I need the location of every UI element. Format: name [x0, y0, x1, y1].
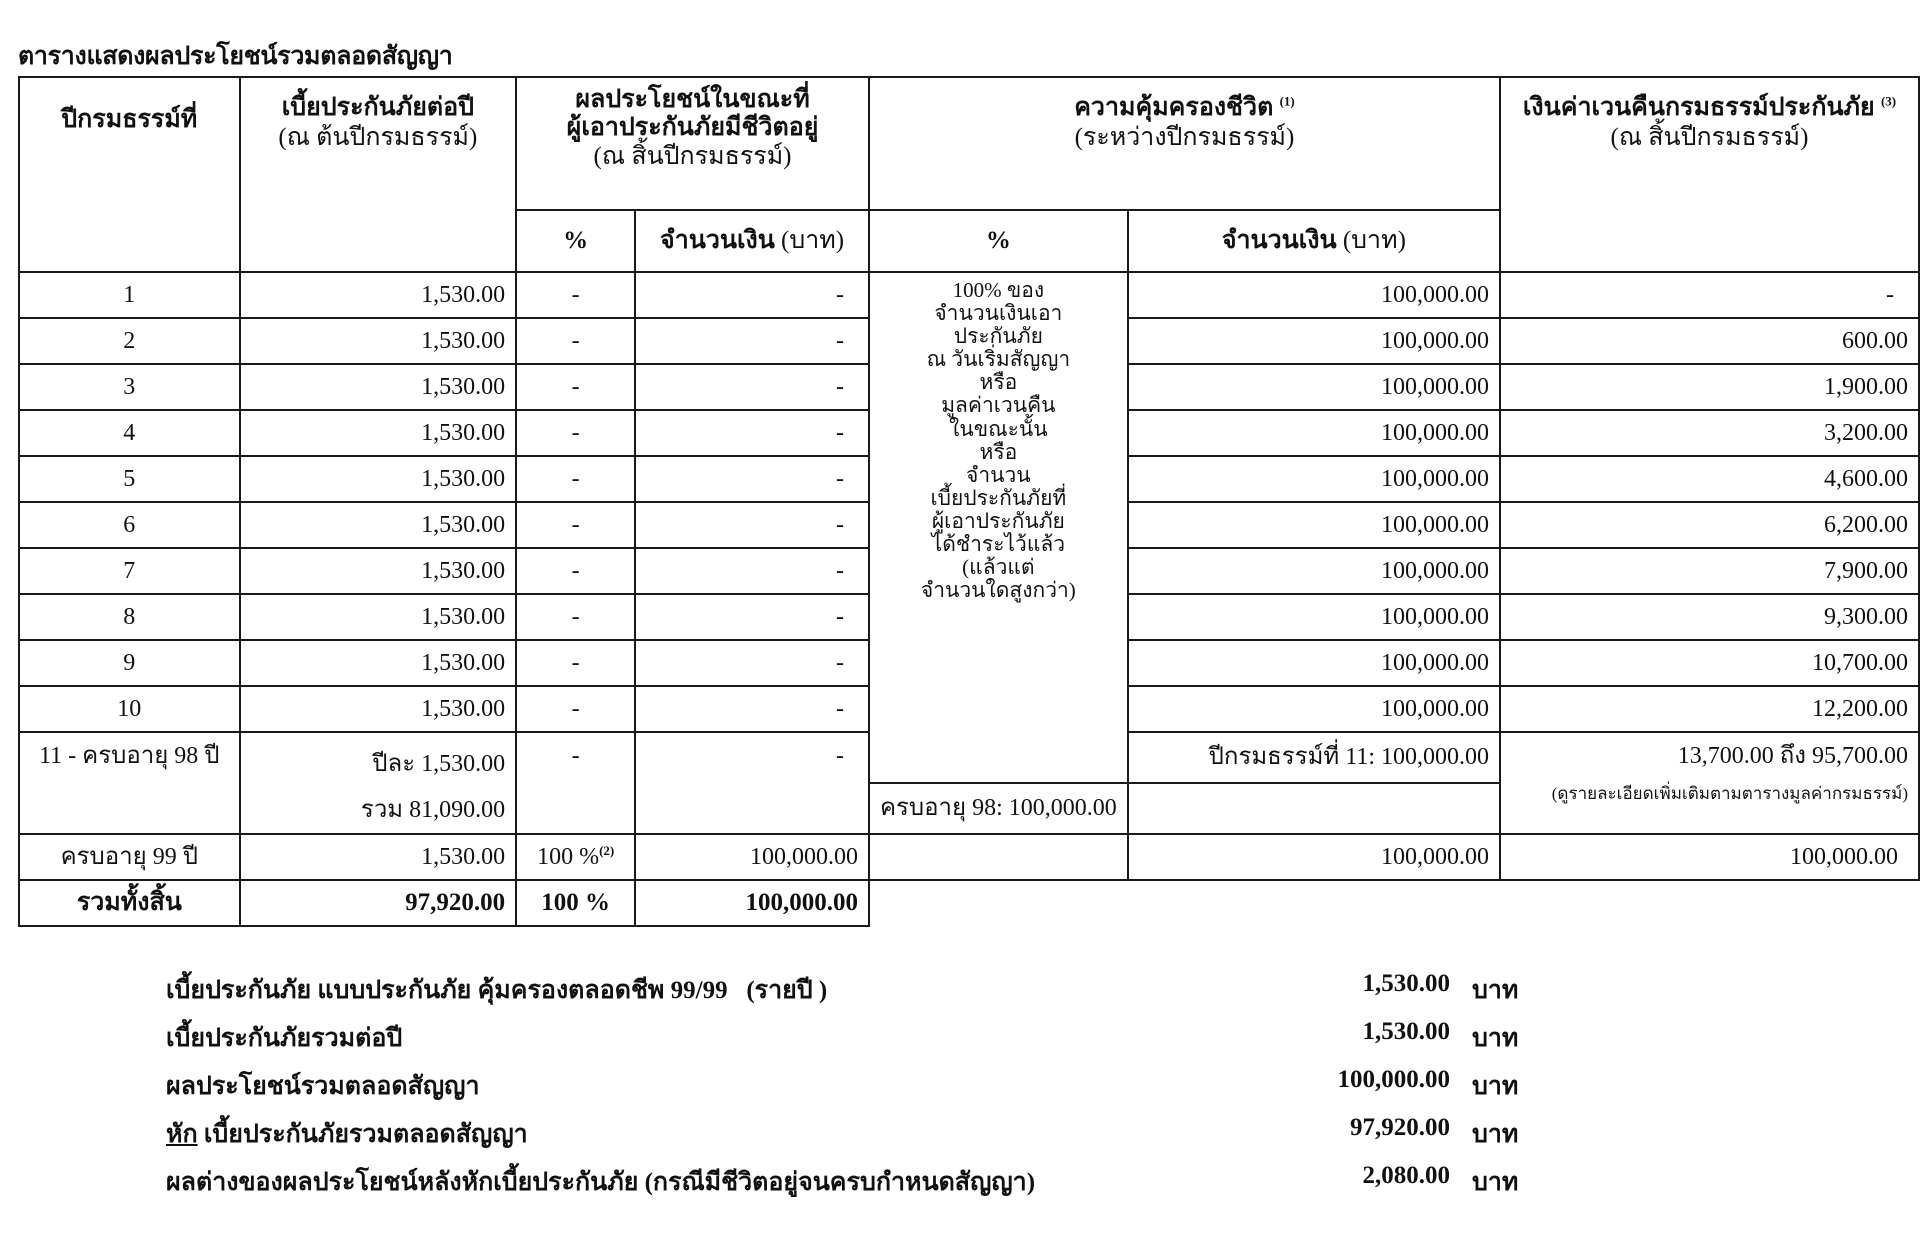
header-cash-value: เงินค่าเวนคืนกรมธรรม์ประกันภัย $^{(3)}$ (ณ สิ้นปีกรมธรรม์)	[1500, 77, 1919, 272]
table-row: 5 1,530.00 - - 100,000.00 4,600.00	[19, 456, 1919, 502]
subheader-living-pct: %	[516, 210, 635, 272]
table-row: 9 1,530.00 - - 100,000.00 10,700.00	[19, 640, 1919, 686]
footnote-marker: (3)	[1880, 93, 1897, 109]
maturity-living-pct: 100 %$^{(2)}$	[516, 834, 635, 880]
range-premium: ปีละ 1,530.00 รวม 81,090.00	[240, 732, 517, 834]
document-title: ตารางแสดงผลประโยชน์รวมตลอดสัญญา	[18, 43, 453, 70]
table-row: 1 1,530.00 - - 100% ของ จำนวนเงินเอา ประกันภัย ณ วันเริ่มสัญญา หรือ มูลค่าเวนคืน ในขณะนั้น หรือ จำนวน เบี้ยประกันภัยที่ ผู้เอาประกันภัย ได้ชำระไว้แล้ว (แล้วแต่ จำนวนใดสูงกว่า) 100,000.00 -	[19, 272, 1919, 318]
table-row: 6 1,530.00 - - 100,000.00 6,200.00	[19, 502, 1919, 548]
summary-row: ผลประโยชน์รวมตลอดสัญญา 100,000.00 บาท	[166, 1066, 1519, 1100]
subheader-living-amount: จำนวนเงิน (บาท)	[635, 210, 869, 272]
table-row-total: รวมทั้งสิ้น 97,920.00 100 % 100,000.00	[19, 880, 1919, 926]
summary-row: หัก เบี้ยประกันภัยรวมตลอดสัญญา 97,920.00 บาท	[166, 1114, 1519, 1148]
table-row: 2 1,530.00 - - 100,000.00 600.00	[19, 318, 1919, 364]
footnote-marker: (1)	[1279, 93, 1295, 109]
header-living-benefit: ผลประโยชน์ในขณะที่ ผู้เอาประกันภัยมีชีวิตอยู่ (ณ สิ้นปีกรมธรรม์)	[516, 77, 869, 210]
header-premium: เบี้ยประกันภัยต่อปี (ณ ต้นปีกรมธรรม์)	[240, 77, 517, 272]
table-row-range: 11 - ครบอายุ 98 ปี ปีละ 1,530.00 รวม 81,090.00 - - ปีกรมธรรม์ที่ 11: 100,000.00 13,700.00 ถึง 95,700.00 (ดูรายละเอียดเพิ่มเติมตามตารางมูลค่ากรมธรรม์)	[19, 732, 1919, 783]
header-policy-year: ปีกรมธรรม์ที่	[19, 77, 240, 272]
summary-row: ผลต่างของผลประโยชน์หลังหักเบี้ยประกันภัย (กรณีมีชีวิตอยู่จนครบกำหนดสัญญา) 2,080.00 บาท	[166, 1162, 1519, 1196]
header-life-coverage: ความคุ้มครองชีวิต $^{(1)}$ (ระหว่างปีกรมธรรม์)	[869, 77, 1500, 210]
subheader-coverage-amount: จำนวนเงิน (บาท)	[1128, 210, 1500, 272]
subheader-coverage-pct: %	[869, 210, 1128, 272]
summary-row: เบี้ยประกันภัย แบบประกันภัย คุ้มครองตลอดชีพ 99/99 (รายปี ) 1,530.00 บาท	[166, 970, 1519, 1004]
table-row-maturity: ครบอายุ 99 ปี 1,530.00 100 %$^{(2)}$ 100,000.00 100,000.00 100,000.00	[19, 834, 1919, 880]
cash-value-range: 13,700.00 ถึง 95,700.00 (ดูรายละเอียดเพิ่มเติมตามตารางมูลค่ากรมธรรม์)	[1500, 732, 1919, 834]
table-row: 8 1,530.00 - - 100,000.00 9,300.00	[19, 594, 1919, 640]
coverage-pct-description: 100% ของ จำนวนเงินเอา ประกันภัย ณ วันเริ่มสัญญา หรือ มูลค่าเวนคืน ในขณะนั้น หรือ จำนวน เบี้ยประกันภัยที่ ผู้เอาประกันภัย ได้ชำระไว้แล้ว (แล้วแต่ จำนวนใดสูงกว่า)	[869, 272, 1128, 783]
benefit-table: ปีกรมธรรม์ที่ เบี้ยประกันภัยต่อปี (ณ ต้นปีกรมธรรม์) ผลประโยชน์ในขณะที่ ผู้เอาประกันภัยมีชีวิตอยู่ (ณ สิ้นปีกรมธรรม์) ความคุ้มครองชีวิต $^{(1)}$ (ระหว่างปีกรมธรรม์) เงินค่าเวนคืนกรมธรรม์ประกันภัย $^{(3)}$ (ณ สิ้นปีกรมธรรม์) % จำนวนเงิน (บาท) % จำนวนเงิน (บาท) 1 1,530.00 - - 100% ของ จำนวนเงินเอา ประกันภัย ณ วันเริ่มสัญญา หรือ มูลค่าเวนคืน ในขณะนั้น หรือ จำนวน เบี้ยประกันภัยที่ ผู้เอาประกันภัย ได้ชำระไว้แล้ว (แล้วแต่ จำนวนใดสูงกว่า) 100,000.00 - 2 1,530.00 - - 100,000.00 600.00 3 1,530.00 - - 100,000.00 1,900.00 4 1,530.00 - - 100,000.00 3,200.00 5 1,530.00 - - 100,000.00 4,600.00 6 1,530.00 - - 100,000.00 6,200.00 7 1,530.00 - - 100,000.00 7,900.00 8 1,530.00 - - 100,000.00 9,300.00 9 1,530.00 - - 100,000.00 10,700.00 10 1,530.00 - - 100,000.00 12,200.00 11 - ครบอายุ 98 ปี ปีละ 1,530.00 รวม 81,090.00 - - ปีกรมธรรม์ที่ 11: 100,000.00 13,700.00 ถึง 95,700.00 (ดูรายละเอียดเพิ่มเติมตามตารางมูลค่ากรมธรรม์) ครบอายุ 98: 100,000.00 ครบอายุ 99 ปี 1,530.00 100 %$^{(2)}$ 100,000.00 100,000.00 100,000.00 รวมทั้งสิ้น 97,920.00 100 % 100,000.00	[18, 76, 1920, 927]
table-row: 4 1,530.00 - - 100,000.00 3,200.00	[19, 410, 1919, 456]
table-row: 3 1,530.00 - - 100,000.00 1,900.00	[19, 364, 1919, 410]
table-row: 7 1,530.00 - - 100,000.00 7,900.00	[19, 548, 1919, 594]
table-row: 10 1,530.00 - - 100,000.00 12,200.00	[19, 686, 1919, 732]
benefit-summary	[166, 970, 1566, 1210]
summary-row: เบี้ยประกันภัยรวมต่อปี 1,530.00 บาท	[166, 1018, 1519, 1052]
